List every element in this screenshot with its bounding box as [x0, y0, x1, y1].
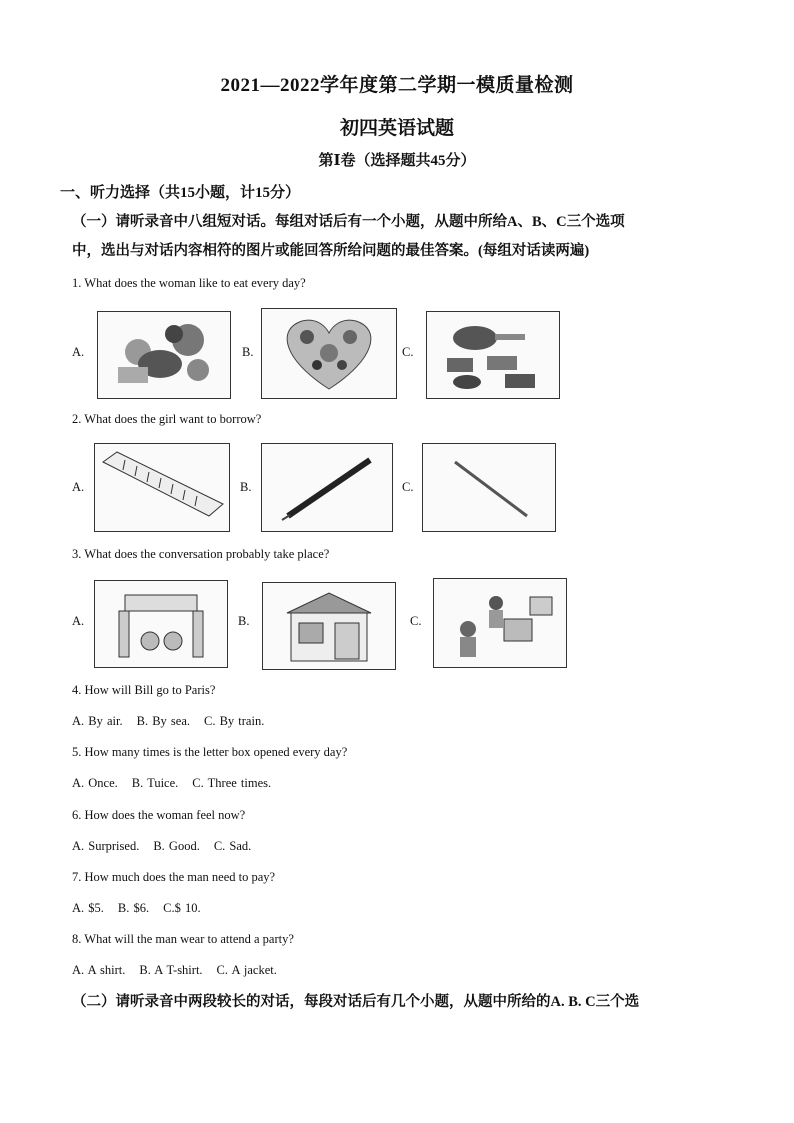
option-label: B.	[238, 614, 250, 628]
question-4: 4. How will Bill go to Paris?	[72, 683, 216, 697]
question-5: 5. How many times is the letter box opened every day?	[72, 745, 348, 759]
option-label: C.	[402, 345, 414, 359]
option-b: B. Tuice.	[131, 776, 179, 790]
question-1: 1. What does the woman like to eat every day?	[72, 276, 306, 290]
zoo-image	[94, 580, 228, 668]
ruler-image	[94, 443, 230, 532]
exam-title: 2021—2022学年度第二学期一模质量检测	[220, 75, 574, 96]
question-8: 8. What will the man wear to attend a party?	[72, 932, 294, 946]
options-6	[72, 839, 265, 854]
option-b: B. By sea.	[136, 714, 190, 728]
question-3: 3. What does the conversation probably take place?	[72, 547, 330, 561]
fruit-heart-image	[261, 308, 397, 399]
option-c: C. Sad.	[213, 839, 252, 853]
options-8	[72, 963, 291, 978]
option-label: A.	[72, 480, 85, 494]
option-a: A. By air.	[72, 714, 123, 728]
options-4	[72, 714, 278, 729]
option-label: A.	[72, 345, 85, 359]
option-a: A. $5.	[72, 901, 104, 915]
section-heading: 一、听力选择（共15小题，计15分）	[60, 185, 301, 201]
pencil-image	[422, 443, 556, 532]
shop-image	[262, 582, 396, 670]
computer-room-image	[433, 578, 567, 668]
option-a: A. A shirt.	[72, 963, 126, 977]
option-b: B. A T-shirt.	[139, 963, 203, 977]
question-6: 6. How does the woman feel now?	[72, 808, 246, 822]
option-a: A. Surprised.	[72, 839, 140, 853]
option-b: B. $6.	[117, 901, 150, 915]
vegetables-image	[97, 311, 231, 399]
option-c: C. A jacket.	[216, 963, 277, 977]
option-c: C. By train.	[204, 714, 265, 728]
option-a: A. Once.	[72, 776, 118, 790]
option-c: C. Three times.	[192, 776, 272, 790]
options-7	[72, 901, 215, 916]
option-label: B.	[242, 345, 254, 359]
option-label: A.	[72, 614, 85, 628]
instruction-line: （一）请听录音中八组短对话。每组对话后有一个小题，从题中所给A、B、C三个选项	[72, 214, 625, 230]
question-2: 2. What does the girl want to borrow?	[72, 412, 262, 426]
question-7: 7. How much does the man need to pay?	[72, 870, 276, 884]
option-b: B. Good.	[153, 839, 200, 853]
instruction-line: 中，选出与对话内容相符的图片或能回答所给问题的最佳答案。(每组对话读两遍)	[72, 243, 590, 259]
option-label: C.	[410, 614, 422, 628]
instruction-2: （二）请听录音中两段较长的对话，每段对话后有几个小题，从题中所给的A. B. C三个选	[72, 994, 640, 1010]
instruction-1	[72, 208, 732, 266]
option-c: C.$ 10.	[163, 901, 201, 915]
part-heading: 第Ⅰ卷（选择题共45分）	[318, 153, 476, 169]
options-5	[72, 776, 285, 791]
exam-subtitle: 初四英语试题	[339, 118, 454, 139]
pen-image	[261, 443, 393, 532]
meat-image	[426, 311, 560, 399]
option-label: B.	[240, 480, 252, 494]
option-label: C.	[402, 480, 414, 494]
